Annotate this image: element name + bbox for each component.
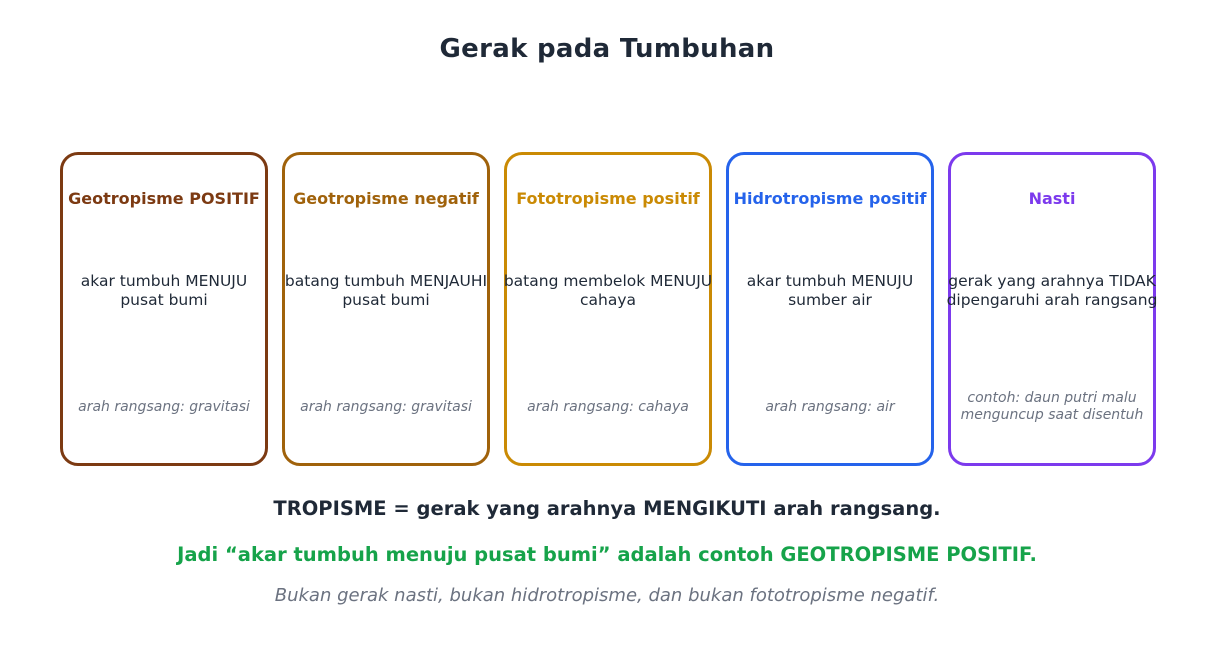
- card-nasti: [948, 152, 1156, 466]
- card-hidrotropisme-positif: [726, 152, 934, 466]
- card-fototropisme-positif: [504, 152, 712, 466]
- card-geotropisme-positif: [60, 152, 268, 466]
- card-note: arah rangsang: cahaya: [527, 399, 689, 415]
- card-title: Fototropisme positif: [516, 189, 700, 208]
- tropisme-definition: TROPISME = gerak yang arahnya MENGIKUTI arah rangsang.: [273, 497, 941, 520]
- card-description: batang tumbuh MENJAUHI pusat bumi: [284, 272, 488, 309]
- card-title: Geotropisme POSITIF: [68, 189, 260, 208]
- card-geotropisme-negatif: [282, 152, 490, 466]
- card-title: Hidrotropisme positif: [733, 189, 927, 208]
- card-description: akar tumbuh MENUJU sumber air: [746, 272, 914, 309]
- card-note: arah rangsang: gravitasi: [78, 399, 250, 415]
- card-note: contoh: daun putri malu menguncup saat disentuh: [960, 390, 1144, 423]
- card-description: akar tumbuh MENUJU pusat bumi: [80, 272, 248, 309]
- conclusion-text: Jadi “akar tumbuh menuju pusat bumi” adalah contoh GEOTROPISME POSITIF.: [177, 543, 1037, 566]
- card-description: batang membelok MENUJU cahaya: [503, 272, 713, 309]
- card-note: arah rangsang: gravitasi: [300, 399, 472, 415]
- exclusion-note: Bukan gerak nasti, bukan hidrotropisme, dan bukan fototropisme negatif.: [274, 585, 940, 606]
- card-title: Geotropisme negatif: [293, 189, 479, 208]
- card-description: gerak yang arahnya TIDAK dipengaruhi arah rangsang: [946, 272, 1158, 309]
- page-title: Gerak pada Tumbuhan: [439, 34, 775, 64]
- card-note: arah rangsang: air: [765, 399, 895, 415]
- card-title: Nasti: [1028, 189, 1076, 208]
